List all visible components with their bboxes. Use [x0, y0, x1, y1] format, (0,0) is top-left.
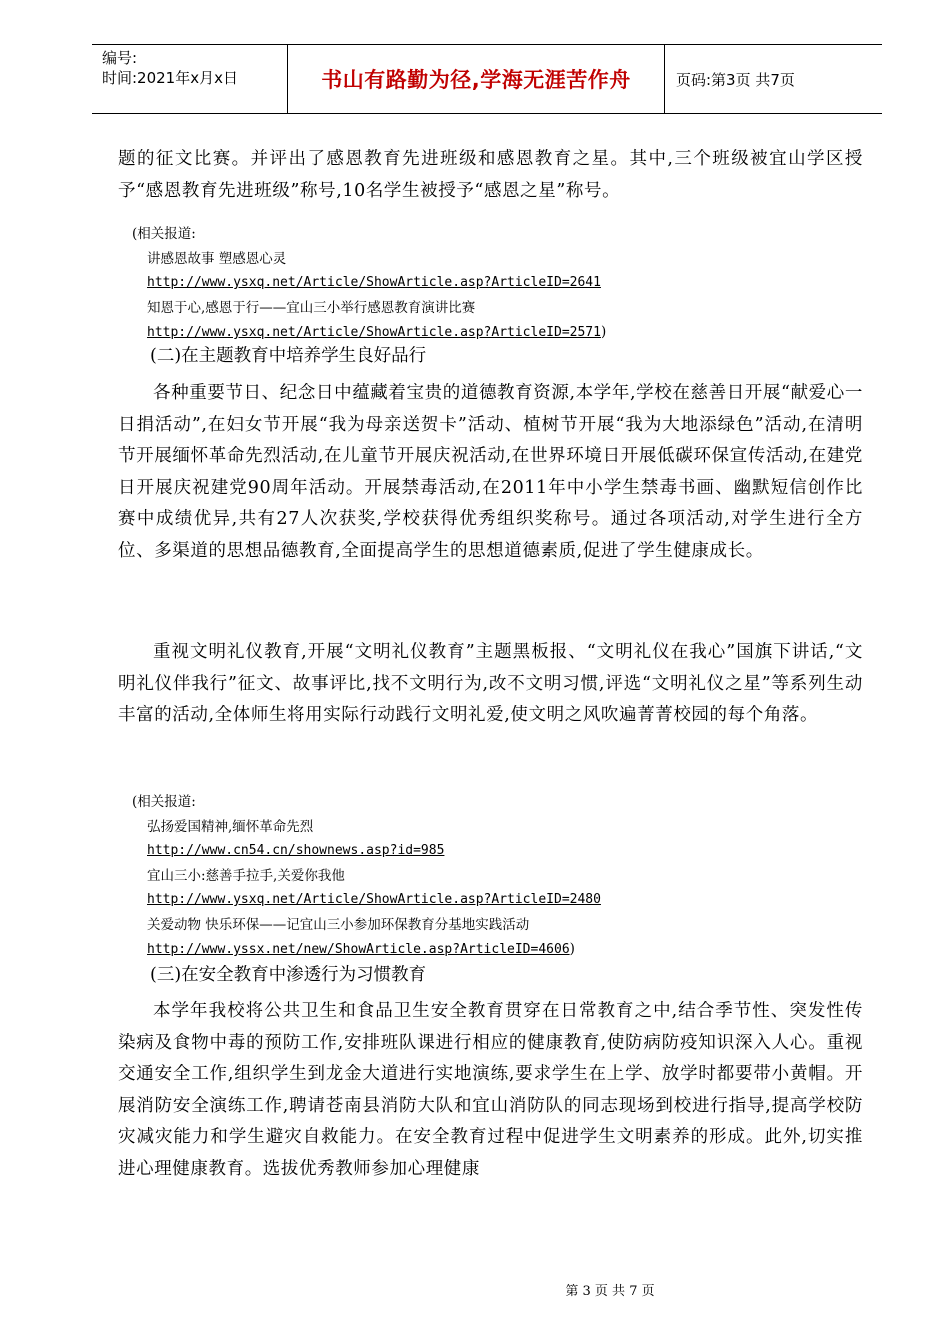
- section-heading: (二)在主题教育中培养学生良好品行: [150, 346, 427, 366]
- related-reports-2: [132, 790, 601, 963]
- close-paren: ): [569, 941, 575, 957]
- paragraph: 本学年我校将公共卫生和食品卫生安全教育贯穿在日常教育之中,结合季节性、突发性传染病及食物中毒的预防工作,安排班队课进行相应的健康教育,使防病防疫知识深入人心。重视交通安全工作,组织学生到龙金大道进行实地演练,要求学生在上学、放学时都要带小黄帽。开展消防安全演练工作,聘请苍南县消防大队和宜山消防队的同志现场到校进行指导,提高学校防灾减灾能力和学生避灾自救能力。在安全教育过程中促进学生文明素养的形成。此外,切实推进心理健康教育。选拔优秀教师参加心理健康: [118, 1001, 863, 1179]
- section-heading: (三)在安全教育中渗透行为习惯教育: [150, 965, 427, 985]
- page-footer: 第 3 页 共 7 页: [565, 1284, 655, 1299]
- report-title: 知恩于心,感恩于行——宜山三小举行感恩教育演讲比赛: [147, 299, 476, 316]
- report-title: 讲感恩故事 塑感恩心灵: [147, 250, 287, 267]
- close-paren: ): [600, 324, 607, 340]
- report-link[interactable]: http://www.ysxq.net/Article/ShowArticle.asp?ArticleID=2571: [147, 325, 601, 340]
- header-meta: [102, 48, 238, 88]
- report-title: 关爱动物 快乐环保——记宜山三小参加环保教育分基地实践活动: [147, 916, 530, 933]
- report-link[interactable]: http://www.ysxq.net/Article/ShowArticle.asp?ArticleID=2480: [147, 892, 601, 907]
- related-reports-1: [132, 222, 606, 346]
- report-link[interactable]: http://www.cn54.cn/shownews.asp?id=985: [147, 843, 445, 858]
- paragraph: 各种重要节日、纪念日中蕴藏着宝贵的道德教育资源,本学年,学校在慈善日开展“献爱心一日捐活动”,在妇女节开展“我为母亲送贺卡”活动、植树节开展“我为大地添绿色”活动,在清明节开展缅怀革命先烈活动,在儿童节开展庆祝活动,在世界环境日开展低碳环保宣传活动,在建党日开展庆祝建党90周年活动。开展禁毒活动,在2011年中小学生禁毒书画、幽默短信创作比赛中成绩优异,共有27人次获奖,学校获得优秀组织奖称号。通过各项活动,对学生进行全方位、多渠道的思想品德教育,全面提高学生的思想道德素质,促进了学生健康成长。: [118, 383, 863, 561]
- page-header: [92, 44, 882, 114]
- paragraph: 题的征文比赛。并评出了感恩教育先进班级和感恩教育之星。其中,三个班级被宜山学区授予“感恩教育先进班级”称号,10名学生被授予“感恩之星”称号。: [118, 149, 863, 201]
- time-label: 时间:2021年x月x日: [102, 69, 238, 87]
- header-motto: 书山有路勤为径,学海无涯苦作舟: [321, 68, 631, 92]
- header-page-label: 页码:第3页 共7页: [676, 70, 795, 89]
- related-reports-label: (相关报道:: [132, 226, 196, 242]
- report-title: 弘扬爱国精神,缅怀革命先烈: [147, 818, 314, 835]
- report-link[interactable]: http://www.ysxq.net/Article/ShowArticle.asp?ArticleID=2641: [147, 275, 601, 290]
- number-label: 编号:: [102, 49, 138, 67]
- report-link[interactable]: http://www.yssx.net/new/ShowArticle.asp?ArticleID=4606: [147, 942, 570, 957]
- paragraph: 重视文明礼仪教育,开展“文明礼仪教育”主题黑板报、“文明礼仪在我心”国旗下讲话,“文明礼仪伴我行”征文、故事评比,找不文明行为,改不文明习惯,评选“文明礼仪之星”等系列生动丰富的活动,全体师生将用实际行动践行文明礼爱,使文明之风吹遍菁菁校园的每个角落。: [118, 642, 863, 725]
- related-reports-label: (相关报道:: [132, 794, 196, 810]
- header-divider: [664, 44, 665, 114]
- report-title: 宜山三小:慈善手拉手,关爱你我他: [147, 867, 345, 884]
